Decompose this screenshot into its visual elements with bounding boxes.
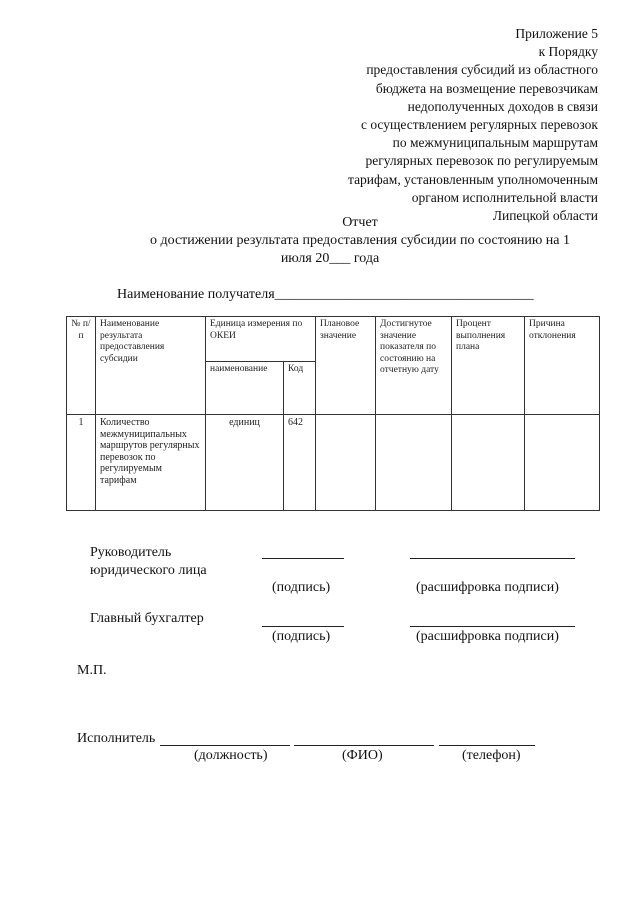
phone-caption: (телефон) [462,748,521,763]
recipient-field: _____________________________________ [274,287,534,302]
head-decode-caption: (расшифровка подписи) [416,580,559,595]
header-reason: Причина отклонения [525,317,600,415]
cell-name: Количество межмуниципальных маршрутов регулярных перевозок по регулируемым тарифам [96,415,206,511]
appendix-line: регулярных перевозок по регулируемым [365,153,598,169]
position-line [160,745,290,746]
position-caption: (должность) [194,748,268,763]
header-unit-code: Код [284,362,316,415]
head-signature-line [262,558,344,559]
appendix-line: тарифам, установленным уполномоченным [348,171,598,187]
accountant-decode-line [410,626,575,627]
report-date: июля 20___ года [280,251,380,266]
head-label-2: юридического лица [90,563,207,578]
header-unit-name: наименование [206,362,284,415]
appendix-line: Приложение 5 [515,26,598,41]
header-achieved: Достигнутое значение показателя по состоянию на отчетную дату [376,317,452,415]
accountant-decode-caption: (расшифровка подписи) [416,629,559,644]
stamp-label: М.П. [77,663,107,678]
report-table [66,316,600,511]
cell-planned [316,415,376,511]
appendix-line: бюджета на возмещение перевозчикам [375,80,598,96]
cell-num: 1 [67,415,96,511]
appendix-line: предоставления субсидий из областного [366,62,598,78]
head-signature-caption: (подпись) [272,580,331,595]
header-unit: Единица измерения по ОКЕИ [206,317,316,362]
phone-line [439,745,535,746]
executor-label: Исполнитель [77,731,156,746]
report-title: Отчет [342,215,378,230]
report-subtitle: о достижении результата предоставления субсидии по состоянию на 1 [149,233,571,248]
head-label: Руководитель [90,545,172,560]
cell-percent [452,415,525,511]
appendix-line: к Порядку [538,44,598,60]
cell-reason [525,415,600,511]
appendix-line: с осуществлением регулярных перевозок [360,117,598,133]
head-decode-line [410,558,575,559]
appendix-line: органом исполнительной власти [411,189,598,205]
accountant-signature-line [262,626,344,627]
accountant-signature-caption: (подпись) [272,629,331,644]
appendix-line: недополученных доходов в связи [407,98,598,114]
cell-unit-name: единиц [206,415,284,511]
header-percent: Процент выполнения плана [452,317,525,415]
accountant-label: Главный бухгалтер [90,611,204,626]
appendix-header [268,25,598,225]
cell-unit-code: 642 [284,415,316,511]
table-header-row [67,317,600,362]
header-name: Наименование результата предоставления субсидии [96,317,206,415]
appendix-line: Липецкой области [492,208,598,224]
cell-achieved [376,415,452,511]
appendix-line: по межмуниципальным маршрутам [392,135,598,151]
recipient-row [117,287,534,303]
fio-caption: (ФИО) [342,748,383,763]
header-planned: Плановое значение [316,317,376,415]
fio-line [294,745,434,746]
recipient-label: Наименование получателя [117,287,275,302]
header-num: № п/п [67,317,96,415]
table-row [67,415,600,511]
